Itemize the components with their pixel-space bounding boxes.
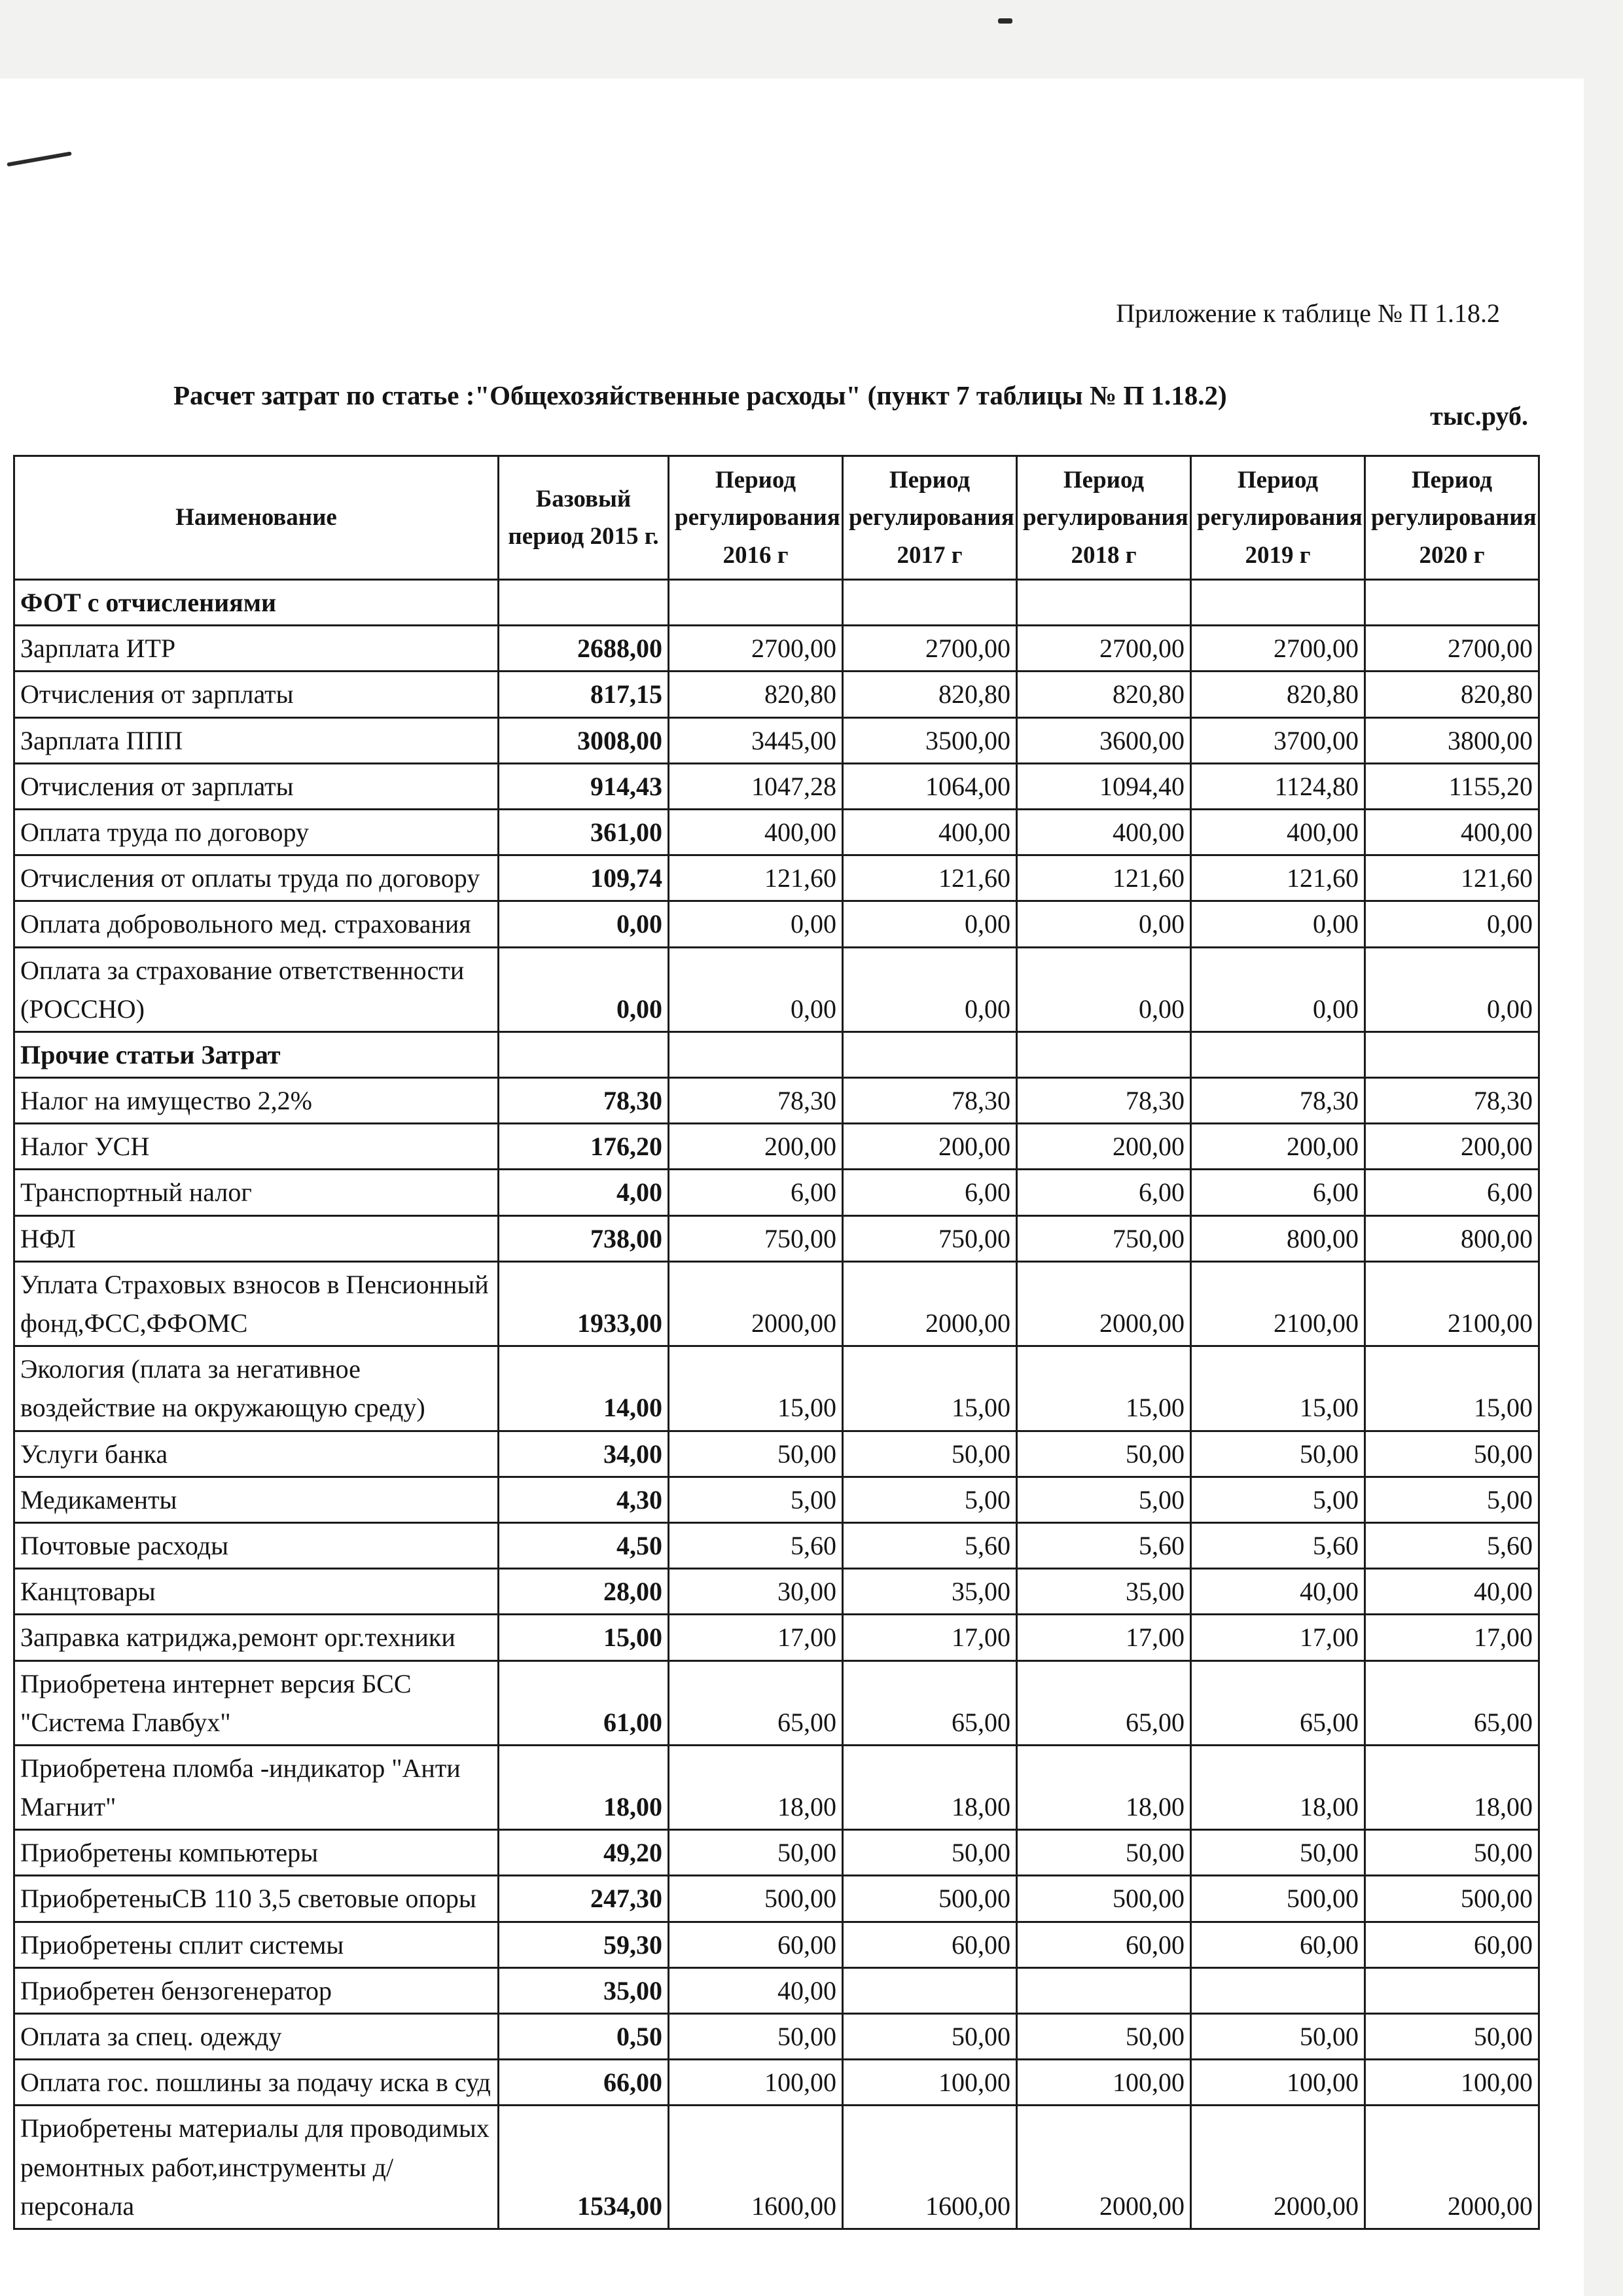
table-row (14, 947, 1539, 1031)
period-value: 100,00 (1017, 2060, 1191, 2106)
period-value: 17,00 (1191, 1615, 1365, 1660)
column-header-2018: Период регулирования 2018 г (1017, 456, 1191, 580)
base-period-value: 4,00 (499, 1170, 669, 1215)
period-value: 0,00 (843, 947, 1017, 1031)
section-row (14, 580, 1539, 626)
base-period-value: 28,00 (499, 1569, 669, 1615)
row-name: Приобретены компьютеры (14, 1830, 499, 1876)
period-value (843, 1031, 1017, 1077)
period-value: 2700,00 (1017, 626, 1191, 672)
period-value: 200,00 (1365, 1124, 1539, 1170)
cost-table (13, 455, 1540, 2230)
period-value (1017, 1031, 1191, 1077)
base-period-value: 15,00 (499, 1615, 669, 1660)
period-value: 820,80 (843, 672, 1017, 717)
period-value: 17,00 (669, 1615, 843, 1660)
period-value: 121,60 (669, 855, 843, 901)
period-value: 500,00 (843, 1876, 1017, 1922)
period-value: 5,60 (843, 1522, 1017, 1568)
base-period-value: 738,00 (499, 1215, 669, 1261)
period-value (669, 580, 843, 626)
table-row (14, 1922, 1539, 1967)
table-row (14, 1876, 1539, 1922)
base-period-value: 0,00 (499, 901, 669, 947)
base-period-value: 1534,00 (499, 2106, 669, 2229)
table-row (14, 2106, 1539, 2229)
row-name: Заправка катриджа,ремонт орг.техники (14, 1615, 499, 1660)
row-name: Оплата за спец. одежду (14, 2014, 499, 2060)
period-value: 2700,00 (843, 626, 1017, 672)
period-value: 2000,00 (1017, 1261, 1191, 1346)
period-value: 400,00 (669, 809, 843, 855)
base-period-value: 59,30 (499, 1922, 669, 1967)
appendix-note: Приложение к таблице № П 1.18.2 (1116, 298, 1500, 328)
table-row (14, 1346, 1539, 1431)
period-value: 5,00 (1191, 1477, 1365, 1522)
base-period-value: 4,30 (499, 1477, 669, 1522)
period-value: 3445,00 (669, 717, 843, 763)
period-value: 2000,00 (669, 1261, 843, 1346)
period-value: 2000,00 (843, 1261, 1017, 1346)
period-value (843, 580, 1017, 626)
period-value: 200,00 (1017, 1124, 1191, 1170)
row-name: Экология (плата за негативное воздействие на окружающую среду) (14, 1346, 499, 1431)
base-period-value (499, 1031, 669, 1077)
period-value: 5,60 (1191, 1522, 1365, 1568)
base-period-value: 361,00 (499, 809, 669, 855)
period-value: 60,00 (669, 1922, 843, 1967)
table-row (14, 1569, 1539, 1615)
period-value: 2100,00 (1191, 1261, 1365, 1346)
table-row (14, 2014, 1539, 2060)
period-value: 200,00 (843, 1124, 1017, 1170)
period-value: 5,60 (1365, 1522, 1539, 1568)
column-header-2020: Период регулирования 2020 г (1365, 456, 1539, 580)
period-value: 1094,40 (1017, 763, 1191, 809)
period-value: 6,00 (669, 1170, 843, 1215)
row-name: Оплата гос. пошлины за подачу иска в суд (14, 2060, 499, 2106)
period-value: 17,00 (1365, 1615, 1539, 1660)
period-value: 0,00 (1191, 947, 1365, 1031)
period-value: 35,00 (1017, 1569, 1191, 1615)
period-value: 0,00 (1191, 901, 1365, 947)
base-period-value: 4,50 (499, 1522, 669, 1568)
base-period-value: 66,00 (499, 2060, 669, 2106)
period-value: 50,00 (1017, 2014, 1191, 2060)
period-value: 200,00 (669, 1124, 843, 1170)
period-value: 500,00 (1191, 1876, 1365, 1922)
table-row (14, 809, 1539, 855)
period-value: 3800,00 (1365, 717, 1539, 763)
table-row (14, 1615, 1539, 1660)
base-period-value: 2688,00 (499, 626, 669, 672)
period-value: 40,00 (669, 1967, 843, 2013)
column-header-base: Базовый период 2015 г. (499, 456, 669, 580)
period-value: 60,00 (1191, 1922, 1365, 1967)
period-value: 78,30 (1191, 1078, 1365, 1124)
period-value: 0,00 (1017, 947, 1191, 1031)
period-value: 100,00 (1365, 2060, 1539, 2106)
table-row (14, 626, 1539, 672)
base-period-value: 176,20 (499, 1124, 669, 1170)
base-period-value: 35,00 (499, 1967, 669, 2013)
period-value: 3600,00 (1017, 717, 1191, 763)
period-value: 121,60 (1017, 855, 1191, 901)
section-title: Прочие статьи Затрат (14, 1031, 499, 1077)
row-name: Налог на имущество 2,2% (14, 1078, 499, 1124)
period-value: 1155,20 (1365, 763, 1539, 809)
row-name: Канцтовары (14, 1569, 499, 1615)
row-name: Оплата добровольного мед. страхования (14, 901, 499, 947)
period-value: 5,60 (669, 1522, 843, 1568)
table-row (14, 1745, 1539, 1829)
row-name: Отчисления от оплаты труда по договору (14, 855, 499, 901)
period-value: 50,00 (843, 2014, 1017, 2060)
period-value: 50,00 (1017, 1431, 1191, 1477)
table-row (14, 1830, 1539, 1876)
period-value: 15,00 (843, 1346, 1017, 1431)
base-period-value: 1933,00 (499, 1261, 669, 1346)
base-period-value: 0,00 (499, 947, 669, 1031)
period-value: 5,00 (1365, 1477, 1539, 1522)
section-title: ФОТ с отчислениями (14, 580, 499, 626)
period-value: 0,00 (1017, 901, 1191, 947)
period-value: 18,00 (1017, 1745, 1191, 1829)
period-value: 35,00 (843, 1569, 1017, 1615)
period-value: 400,00 (1017, 809, 1191, 855)
row-name: Транспортный налог (14, 1170, 499, 1215)
period-value: 5,00 (843, 1477, 1017, 1522)
period-value: 50,00 (669, 2014, 843, 2060)
period-value: 6,00 (1365, 1170, 1539, 1215)
period-value: 78,30 (669, 1078, 843, 1124)
table-row (14, 1477, 1539, 1522)
period-value: 1600,00 (843, 2106, 1017, 2229)
base-period-value: 0,50 (499, 2014, 669, 2060)
period-value (1191, 1967, 1365, 2013)
period-value (1017, 1967, 1191, 2013)
period-value: 2100,00 (1365, 1261, 1539, 1346)
period-value: 50,00 (669, 1431, 843, 1477)
period-value: 2700,00 (1191, 626, 1365, 672)
table-row (14, 763, 1539, 809)
table-row (14, 1660, 1539, 1745)
table-row (14, 855, 1539, 901)
period-value (1365, 1967, 1539, 2013)
base-period-value: 3008,00 (499, 717, 669, 763)
period-value: 60,00 (1017, 1922, 1191, 1967)
base-period-value: 109,74 (499, 855, 669, 901)
period-value: 40,00 (1191, 1569, 1365, 1615)
period-value: 400,00 (1191, 809, 1365, 855)
period-value: 17,00 (843, 1615, 1017, 1660)
period-value: 1064,00 (843, 763, 1017, 809)
period-value: 15,00 (1191, 1346, 1365, 1431)
period-value: 6,00 (1017, 1170, 1191, 1215)
table-body (14, 580, 1539, 2229)
row-name: Оплата труда по договору (14, 809, 499, 855)
period-value: 121,60 (843, 855, 1017, 901)
period-value: 50,00 (843, 1830, 1017, 1876)
row-name: Приобретена интернет версия БСС "Система Главбух" (14, 1660, 499, 1745)
period-value: 78,30 (1365, 1078, 1539, 1124)
base-period-value: 914,43 (499, 763, 669, 809)
period-value: 500,00 (669, 1876, 843, 1922)
period-value: 2000,00 (1017, 2106, 1191, 2229)
base-period-value: 247,30 (499, 1876, 669, 1922)
table-row (14, 2060, 1539, 2106)
base-period-value: 78,30 (499, 1078, 669, 1124)
period-value: 1124,80 (1191, 763, 1365, 809)
period-value (1191, 580, 1365, 626)
period-value: 3500,00 (843, 717, 1017, 763)
row-name: Уплата Страховых взносов в Пенсионный фонд,ФСС,ФФОМС (14, 1261, 499, 1346)
period-value: 50,00 (1365, 1431, 1539, 1477)
period-value: 820,80 (1191, 672, 1365, 717)
period-value: 65,00 (1017, 1660, 1191, 1745)
table-row (14, 717, 1539, 763)
period-value: 0,00 (669, 947, 843, 1031)
table-header-row (14, 456, 1539, 580)
period-value: 800,00 (1365, 1215, 1539, 1261)
period-value: 5,00 (669, 1477, 843, 1522)
row-name: Услуги банка (14, 1431, 499, 1477)
period-value: 15,00 (669, 1346, 843, 1431)
period-value: 17,00 (1017, 1615, 1191, 1660)
period-value (1191, 1031, 1365, 1077)
period-value: 50,00 (1191, 1431, 1365, 1477)
period-value: 50,00 (1365, 1830, 1539, 1876)
period-value: 50,00 (1017, 1830, 1191, 1876)
table-row (14, 672, 1539, 717)
document-title: Расчет затрат по статье :"Общехозяйственные расходы" (пункт 7 таблицы № П 1.18.2) (173, 380, 1227, 410)
table-row (14, 1215, 1539, 1261)
period-value: 65,00 (1191, 1660, 1365, 1745)
column-header-2017: Период регулирования 2017 г (843, 456, 1017, 580)
row-name: Зарплата ППП (14, 717, 499, 763)
units-label: тыс.руб. (1430, 401, 1528, 431)
row-name: Налог УСН (14, 1124, 499, 1170)
base-period-value: 61,00 (499, 1660, 669, 1745)
row-name: Отчисления от зарплаты (14, 763, 499, 809)
table-row (14, 1170, 1539, 1215)
period-value: 0,00 (1365, 947, 1539, 1031)
period-value: 2700,00 (669, 626, 843, 672)
period-value: 60,00 (1365, 1922, 1539, 1967)
base-period-value: 817,15 (499, 672, 669, 717)
column-header-name: Наименование (14, 456, 499, 580)
period-value: 100,00 (843, 2060, 1017, 2106)
period-value (843, 1967, 1017, 2013)
period-value (669, 1031, 843, 1077)
period-value: 5,60 (1017, 1522, 1191, 1568)
period-value: 800,00 (1191, 1215, 1365, 1261)
base-period-value: 14,00 (499, 1346, 669, 1431)
period-value: 50,00 (1191, 1830, 1365, 1876)
column-header-2019: Период регулирования 2019 г (1191, 456, 1365, 580)
period-value: 50,00 (669, 1830, 843, 1876)
row-name: Медикаменты (14, 1477, 499, 1522)
period-value: 18,00 (669, 1745, 843, 1829)
period-value (1365, 1031, 1539, 1077)
period-value: 750,00 (1017, 1215, 1191, 1261)
row-name: Оплата за страхование ответственности (РОССНО) (14, 947, 499, 1031)
scan-mark-top (998, 18, 1012, 24)
table-row (14, 1124, 1539, 1170)
period-value (1365, 580, 1539, 626)
period-value: 60,00 (843, 1922, 1017, 1967)
period-value: 18,00 (1365, 1745, 1539, 1829)
period-value: 65,00 (843, 1660, 1017, 1745)
table-row (14, 1522, 1539, 1568)
section-row (14, 1031, 1539, 1077)
period-value: 40,00 (1365, 1569, 1539, 1615)
period-value: 18,00 (843, 1745, 1017, 1829)
table-row (14, 1078, 1539, 1124)
period-value: 121,60 (1365, 855, 1539, 901)
period-value: 1600,00 (669, 2106, 843, 2229)
period-value: 65,00 (669, 1660, 843, 1745)
table-row (14, 1261, 1539, 1346)
period-value: 0,00 (669, 901, 843, 947)
period-value: 400,00 (843, 809, 1017, 855)
period-value: 50,00 (843, 1431, 1017, 1477)
base-period-value: 18,00 (499, 1745, 669, 1829)
period-value: 6,00 (1191, 1170, 1365, 1215)
row-name: Приобретен бензогенератор (14, 1967, 499, 2013)
table-row (14, 1431, 1539, 1477)
period-value: 30,00 (669, 1569, 843, 1615)
period-value: 100,00 (1191, 2060, 1365, 2106)
base-period-value: 34,00 (499, 1431, 669, 1477)
row-name: Почтовые расходы (14, 1522, 499, 1568)
row-name: Зарплата ИТР (14, 626, 499, 672)
period-value: 15,00 (1365, 1346, 1539, 1431)
table-row (14, 901, 1539, 947)
period-value: 121,60 (1191, 855, 1365, 901)
row-name: НФЛ (14, 1215, 499, 1261)
period-value: 820,80 (1017, 672, 1191, 717)
row-name: Приобретена пломба -индикатор "Анти Магнит" (14, 1745, 499, 1829)
period-value: 820,80 (669, 672, 843, 717)
row-name: ПриобретеныСВ 110 3,5 световые опоры (14, 1876, 499, 1922)
table-row (14, 1967, 1539, 2013)
period-value: 15,00 (1017, 1346, 1191, 1431)
period-value: 500,00 (1017, 1876, 1191, 1922)
base-period-value: 49,20 (499, 1830, 669, 1876)
period-value: 6,00 (843, 1170, 1017, 1215)
period-value: 5,00 (1017, 1477, 1191, 1522)
row-name: Отчисления от зарплаты (14, 672, 499, 717)
period-value: 0,00 (1365, 901, 1539, 947)
period-value: 78,30 (1017, 1078, 1191, 1124)
period-value: 750,00 (843, 1215, 1017, 1261)
period-value (1017, 580, 1191, 626)
period-value: 50,00 (1191, 2014, 1365, 2060)
row-name: Приобретены материалы для проводимых ремонтных работ,инструменты д/персонала (14, 2106, 499, 2229)
column-header-2016: Период регулирования 2016 г (669, 456, 843, 580)
period-value: 2000,00 (1365, 2106, 1539, 2229)
period-value: 65,00 (1365, 1660, 1539, 1745)
period-value: 1047,28 (669, 763, 843, 809)
period-value: 18,00 (1191, 1745, 1365, 1829)
period-value: 500,00 (1365, 1876, 1539, 1922)
row-name: Приобретены сплит системы (14, 1922, 499, 1967)
period-value: 100,00 (669, 2060, 843, 2106)
period-value: 400,00 (1365, 809, 1539, 855)
period-value: 3700,00 (1191, 717, 1365, 763)
period-value: 50,00 (1365, 2014, 1539, 2060)
base-period-value (499, 580, 669, 626)
period-value: 200,00 (1191, 1124, 1365, 1170)
period-value: 2000,00 (1191, 2106, 1365, 2229)
period-value: 2700,00 (1365, 626, 1539, 672)
period-value: 820,80 (1365, 672, 1539, 717)
period-value: 0,00 (843, 901, 1017, 947)
period-value: 78,30 (843, 1078, 1017, 1124)
period-value: 750,00 (669, 1215, 843, 1261)
